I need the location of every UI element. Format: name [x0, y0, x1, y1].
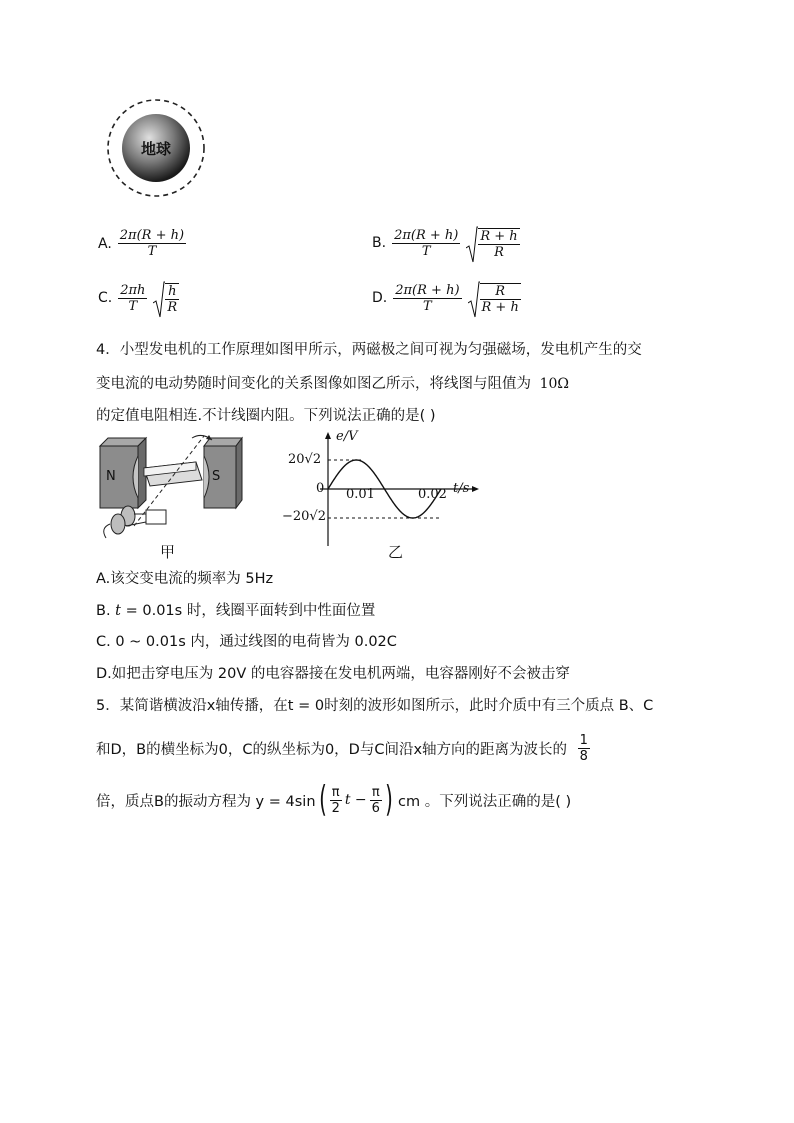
magnet-s-label: S — [212, 469, 221, 484]
q4-line-3: 的定值电阻相连.不计线圈内阻。下列说法正确的是( ) — [96, 408, 436, 424]
brush-box — [146, 510, 166, 524]
fig-yi-label: 乙 — [388, 543, 404, 561]
resistance-value: 10Ω — [539, 376, 570, 392]
emf-chart — [280, 430, 480, 550]
x-axis-label: t/s — [453, 481, 470, 496]
option-b-root: $\frac{R + h}{R}$ — [466, 226, 519, 260]
option-b-fraction: $\frac{2\pi(R + h)}{T}$ — [394, 227, 459, 259]
y-axis-arrow — [325, 432, 331, 439]
q4-line-2: 变电流的电动势随时间变化的关系图像如图乙所示，将线图与阻值为 10Ω — [96, 376, 570, 392]
y-max-label: 20√2 — [288, 452, 322, 467]
q5-line-3: 倍，质点B的振动方程为 y = 4sin ( $\frac{\pi}{2}$ t − $\frac{\pi}{6}$ ) cm 。下列说法正确的是( ) — [96, 779, 572, 820]
s-magnet-side — [236, 438, 242, 508]
origin-label: 0 — [316, 481, 325, 496]
x-tick-2: 0.02 — [418, 487, 447, 502]
q4-option-c[interactable]: C. 0 ~ 0.01s 内，通过线图的电荷皆为 0.02C — [96, 634, 397, 650]
slip-ring-2 — [111, 514, 125, 534]
magnet-n-label: N — [106, 469, 116, 484]
q4-option-d[interactable]: D.如把击穿电压为 20V 的电容器接在发电机两端，电容器刚好不会被击穿 — [96, 666, 570, 682]
option-d-root: $\frac{R}{R + h}$ — [468, 281, 521, 315]
q4-option-b[interactable]: B. t = 0.01s 时，线圈平面转到中性面位置 — [96, 603, 376, 619]
q5-line-1: 5．某简谐横波沿x轴传播，在t = 0时刻的波形如图所示，此时介质中有三个质点 B、C — [96, 698, 654, 714]
y-axis-label: e/V — [336, 429, 358, 444]
eq-fraction-2: $\frac{\pi}{6}$ — [371, 784, 380, 816]
x-tick-1: 0.01 — [346, 487, 375, 502]
option-a[interactable] — [98, 228, 186, 259]
generator-diagram — [96, 428, 246, 553]
option-b[interactable] — [372, 226, 520, 260]
q5-line-2: 和D，B的横坐标为0，C的纵坐标为0，D与C间沿x轴方向的距离为波长的 $\frac{1}{8}$ — [96, 733, 588, 764]
option-c[interactable] — [98, 281, 179, 315]
option-b-label: B. — [372, 235, 387, 251]
option-c-label: C. — [98, 290, 113, 306]
fig-jia-label: 甲 — [160, 543, 176, 561]
option-d-label: D. — [372, 290, 388, 306]
option-a-label: A. — [98, 235, 112, 252]
y-min-label: −20√2 — [282, 509, 326, 524]
earth-label: 地球 — [140, 140, 171, 158]
option-d[interactable] — [372, 281, 521, 315]
wavelength-fraction: $\frac{1}{8}$ — [579, 733, 588, 764]
option-c-root: $\frac{h}{R}$ — [153, 281, 179, 315]
option-c-fraction: $\frac{2\pi h}{T}$ — [120, 282, 146, 314]
option-a-fraction: $\frac{2\pi(R + h)}{T}$ — [119, 228, 185, 259]
x-axis-arrow — [472, 486, 479, 492]
eq-fraction-1: $\frac{\pi}{2}$ — [331, 784, 340, 816]
q4-line-1: 4．小型发电机的工作原理如图甲所示，两磁极之间可视为匀强磁场，发电机产生的交 — [96, 342, 642, 358]
q4-option-a[interactable]: A.该交变电流的频率为 5Hz — [96, 571, 274, 587]
earth-figure — [106, 98, 206, 198]
option-d-fraction: $\frac{2\pi(R + h)}{T}$ — [395, 282, 460, 314]
